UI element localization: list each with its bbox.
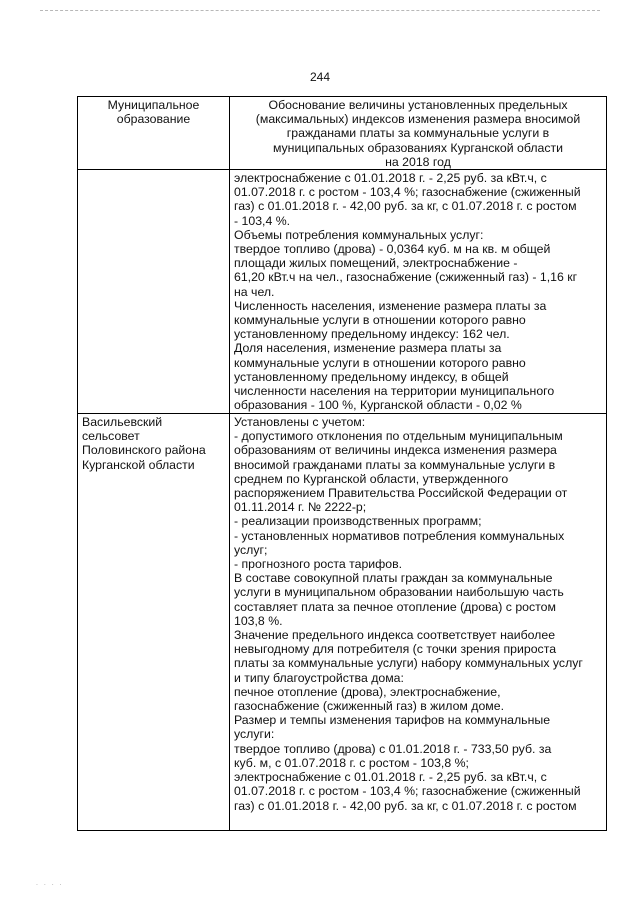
text-line: на чел. <box>234 284 275 299</box>
text-line: газ) с 01.01.2018 г. - 42,00 руб. за кг, с 01.07.2018 г. с ростом <box>234 199 577 214</box>
text-line: печное отопление (дрова), электроснабжение, <box>234 684 501 699</box>
text-line: Значение предельного индекса соответствует наиболее <box>234 628 556 643</box>
text-line: образования - 100 %, Курганской области - 0,02 % <box>234 398 522 413</box>
row-municipality-cell <box>78 170 230 414</box>
text-line: услуг; <box>234 542 268 557</box>
text-line: и типу благоустройства дома: <box>234 670 404 685</box>
text-line: Доля населения, изменение размера платы за <box>234 341 502 356</box>
text-line: - допустимого отклонения по отдельным муниципальным <box>234 429 563 444</box>
text-line: вносимой гражданами платы за коммунальные услуги в <box>234 457 556 472</box>
header-justification-text <box>234 98 602 169</box>
text-line: численности населения на территории муниципального <box>234 384 555 399</box>
scan-artifact-line <box>40 10 600 11</box>
text-line: коммунальные услуги в отношении которого равно <box>234 355 526 370</box>
table-header-row <box>78 97 607 170</box>
row-justification-cell <box>230 414 607 831</box>
text-line: Муниципальное <box>107 98 200 112</box>
text-line: платы за коммунальные услуги) набору коммунальных услуг <box>234 656 583 671</box>
text-line: образование <box>116 112 191 127</box>
row-municipality-cell <box>78 414 230 831</box>
text-line: установленному предельному индексу: 162 чел. <box>234 327 510 342</box>
text-line: электроснабжение с 01.01.2018 г. - 2,25 руб. за кВт.ч, с <box>234 171 547 186</box>
text-line: - прогнозного роста тарифов. <box>234 557 403 572</box>
text-line: Объемы потребления коммунальных услуг: <box>234 227 484 242</box>
text-line: Обоснование величины установленных предельных <box>268 98 568 112</box>
text-line: 01.07.2018 г. с ростом - 103,4 %; газоснабжение (сжиженный <box>234 784 581 799</box>
text-line: Численность населения, изменение размера платы за <box>234 298 547 313</box>
text-line: на 2018 год <box>385 154 451 169</box>
text-line: невыгодному для потребителя (с точки зрения прироста <box>234 642 557 657</box>
text-line: коммунальные услуги в отношении которого равно <box>234 313 526 328</box>
row-justification-text <box>234 171 602 413</box>
text-line: Размер и темпы изменения тарифов на коммунальные <box>234 713 551 728</box>
text-line: распоряжением Правительства Российской Федерации от <box>234 486 568 501</box>
header-justification <box>230 97 607 170</box>
table-row <box>78 414 607 831</box>
text-line: Курганской области <box>82 457 195 472</box>
page-number: 244 <box>309 70 331 84</box>
text-line: 103,8 %. <box>234 613 283 628</box>
text-line: муниципальных образованиях Курганской области <box>272 140 564 155</box>
table-row <box>78 170 607 414</box>
text-line: - установленных нормативов потребления коммунальных <box>234 528 565 543</box>
text-line: газоснабжение (сжиженный газ) в жилом доме. <box>234 699 505 714</box>
text-line: Васильевский <box>82 415 163 430</box>
text-line: - 103,4 %. <box>234 213 291 228</box>
text-line: газ) с 01.01.2018 г. - 42,00 руб. за кг, с 01.07.2018 г. с ростом <box>234 798 577 813</box>
text-line: - реализации производственных программ; <box>234 514 482 529</box>
text-line: установленному предельному индексу, в общей <box>234 369 509 384</box>
text-line: куб. м, с 01.07.2018 г. с ростом - 103,8 %; <box>234 755 469 770</box>
text-line: твердое топливо (дрова) с 01.01.2018 г. - 733,50 руб. за <box>234 741 552 756</box>
header-municipality <box>78 97 230 170</box>
tariff-justification-table <box>77 96 607 831</box>
text-line: 01.11.2014 г. № 2222-р; <box>234 500 367 515</box>
text-line: Установлены с учетом: <box>234 415 366 430</box>
row-municipality-text <box>82 415 225 472</box>
text-line: твердое топливо (дрова) - 0,0364 куб. м на кв. м общей <box>234 242 551 257</box>
text-line: 61,20 кВт.ч на чел., газоснабжение (сжиженный газ) - 1,16 кг <box>234 270 578 285</box>
header-municipality-text <box>82 98 225 126</box>
text-line: площади жилых помещений, электроснабжение - <box>234 256 518 271</box>
text-line: В составе совокупной платы граждан за коммунальные <box>234 571 553 586</box>
scan-artifact-specks: . . . . <box>36 880 64 887</box>
text-line: образованиям от величины индекса изменения размера <box>234 443 557 458</box>
text-line: (максимальных) индексов изменения размера вносимой <box>255 112 581 127</box>
row-justification-text <box>234 415 602 830</box>
text-line: услуги в муниципальном образовании наибольшую часть <box>234 585 564 600</box>
text-line: сельсовет <box>82 429 140 444</box>
text-line: 01.07.2018 г. с ростом - 103,4 %; газоснабжение (сжиженный <box>234 185 581 200</box>
row-justification-cell <box>230 170 607 414</box>
text-line: среднем по Курганской области, утвержденного <box>234 471 509 486</box>
text-line: гражданами платы за коммунальные услуги в <box>286 126 550 141</box>
text-line: электроснабжение с 01.01.2018 г. - 2,25 руб. за кВт.ч, с <box>234 770 547 785</box>
text-line: услуги: <box>234 727 275 742</box>
text-line: Половинского района <box>82 443 206 458</box>
text-line: составляет плата за печное отопление (дрова) с ростом <box>234 599 556 614</box>
